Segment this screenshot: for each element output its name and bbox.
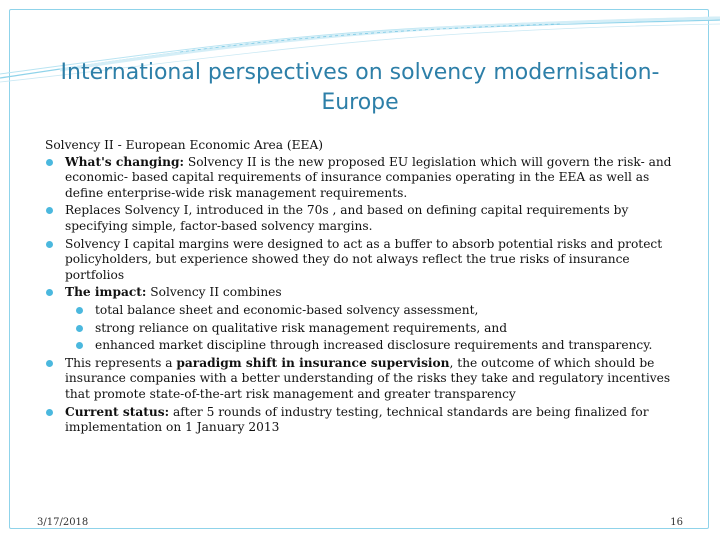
- list-item: [45, 405, 683, 436]
- list-item: [45, 155, 683, 202]
- list-item: [45, 285, 683, 301]
- list-item: [45, 356, 683, 403]
- sub-bullet-text: strong reliance on qualitative risk management requirements, and: [95, 320, 508, 335]
- slide-content: [45, 138, 683, 438]
- bullet-icon: [76, 307, 83, 314]
- bullet-list-continued: [45, 356, 683, 436]
- status-text: after 5 rounds of industry testing, technical standards are being finalized for implementation on 1 January 2013: [65, 404, 649, 435]
- sub-bullet-list: [45, 303, 683, 354]
- page-number: 16: [670, 517, 683, 528]
- bullet-icon: [46, 241, 53, 248]
- list-item: [45, 237, 683, 284]
- bullet-label: The impact:: [65, 285, 147, 300]
- bullet-text: Solvency II combines: [146, 285, 282, 300]
- bullet-icon: [46, 289, 53, 296]
- bullet-icon: [46, 360, 53, 367]
- bullet-icon: [46, 409, 53, 416]
- sub-list-item: [45, 303, 683, 319]
- bullet-text: Solvency II is the new proposed EU legislation which will govern the risk- and economic- based capital requirements of insurance companies operating in the EEA as well as define enterprise-wide risk management requirements.: [65, 154, 672, 200]
- bullet-icon: [76, 325, 83, 332]
- list-item: [45, 203, 683, 234]
- bullet-text: Solvency I capital margins were designed to act as a buffer to absorb potential risks and protect policyholders, but experience showed they do not always reflect the true risks of insurance portfolios: [65, 236, 663, 282]
- bullet-icon: [76, 342, 83, 349]
- sub-list-item: [45, 321, 683, 337]
- paradigm-bold: paradigm shift in insurance supervision: [176, 355, 450, 370]
- paradigm-pre: This represents a: [65, 355, 177, 370]
- slide-title: International perspectives on solvency modernisation- Europe: [60, 60, 660, 115]
- bullet-icon: [46, 159, 53, 166]
- footer-date: 3/17/2018: [37, 517, 89, 528]
- status-label: Current status:: [65, 404, 170, 419]
- sub-list-item: [45, 338, 683, 354]
- section-heading: Solvency II - European Economic Area (EEA): [45, 138, 324, 152]
- paradigm-post: , the outcome of which should be insurance companies with a better understanding of the risks they take and regulatory incentives that promote state-of-the-art risk management and greater transparency: [65, 355, 671, 401]
- bullet-list: [45, 155, 683, 301]
- sub-bullet-text: enhanced market discipline through increased disclosure requirements and transparency.: [95, 338, 653, 353]
- bullet-icon: [46, 207, 53, 214]
- bullet-text: Replaces Solvency I, introduced in the 70s , and based on defining capital requirements by specifying simple, factor-based solvency margins.: [65, 203, 629, 233]
- sub-bullet-text: total balance sheet and economic-based solvency assessment,: [95, 302, 479, 317]
- bullet-label: What's changing:: [65, 154, 184, 169]
